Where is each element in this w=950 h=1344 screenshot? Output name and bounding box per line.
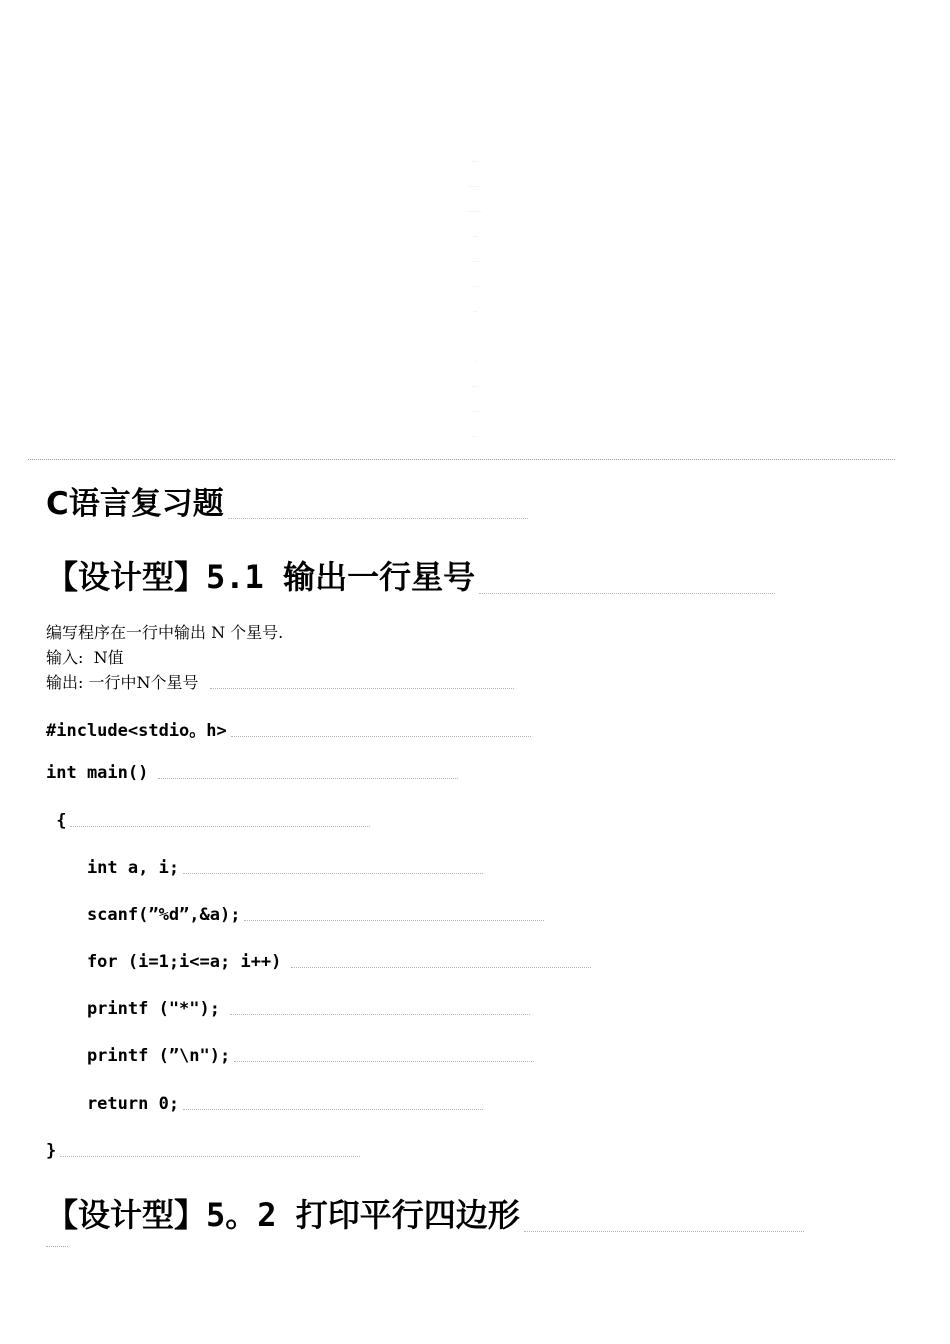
description-line: 输入: N值: [46, 648, 124, 667]
faint-mark: ––––: [472, 384, 478, 388]
dotted-leader: [228, 518, 528, 519]
code-line: printf ("*");: [46, 999, 530, 1019]
code-line: scanf(”%d”,&a);: [46, 905, 544, 925]
dotted-leader: [231, 736, 531, 737]
dotted-leader: [234, 1061, 534, 1062]
faint-mark: –––: [472, 234, 478, 238]
document-title: C语言复习题: [46, 486, 224, 522]
code-line: return 0;: [46, 1094, 483, 1114]
dotted-mark: [46, 1246, 68, 1247]
dotted-leader: [479, 593, 775, 594]
description-line: 输出: 一行中N个星号: [46, 670, 514, 693]
section-heading-row: [46, 552, 775, 598]
section-heading-row: [46, 1190, 804, 1236]
faint-mark: ––––: [472, 434, 478, 438]
dotted-leader: [158, 778, 458, 779]
faint-mark: ––––––: [470, 259, 480, 263]
document-title-row: [46, 478, 528, 523]
dotted-leader: [183, 873, 483, 874]
faint-mark: ––––––––: [469, 184, 481, 188]
dotted-leader: [230, 1014, 530, 1015]
faint-mark: ––––: [472, 159, 478, 163]
code-line: for (i=1;i<=a; i++): [46, 952, 591, 972]
faint-mark: –––: [472, 309, 478, 313]
code-line: {: [46, 811, 370, 831]
horizontal-divider: [28, 459, 895, 460]
faint-mark: ·: [474, 334, 476, 338]
dotted-leader: [60, 1156, 360, 1157]
faint-mark: –––––: [471, 284, 479, 288]
dotted-leader: [183, 1109, 483, 1110]
section-heading: 【设计型】5.1 输出一行星号: [46, 558, 476, 596]
dotted-leader: [70, 826, 370, 827]
faint-mark: –––––––––: [468, 209, 482, 213]
dotted-leader: [244, 920, 544, 921]
faint-mark: –––––: [471, 409, 479, 413]
dotted-leader: [524, 1231, 804, 1232]
code-line: }: [46, 1141, 360, 1161]
code-line: int main(): [46, 763, 458, 783]
description-line: 编写程序在一行中输出 N 个星号.: [46, 623, 284, 642]
code-line: #include<stdio。h>: [46, 716, 531, 741]
dotted-leader: [210, 688, 514, 689]
section-heading: 【设计型】5。2 打印平行四边形: [46, 1196, 520, 1234]
code-line: int a, i;: [46, 858, 483, 878]
faint-mark: ·: [474, 110, 476, 114]
code-line: printf (”\n");: [46, 1046, 534, 1066]
dotted-leader: [291, 967, 591, 968]
faint-mark: ––: [473, 359, 477, 363]
